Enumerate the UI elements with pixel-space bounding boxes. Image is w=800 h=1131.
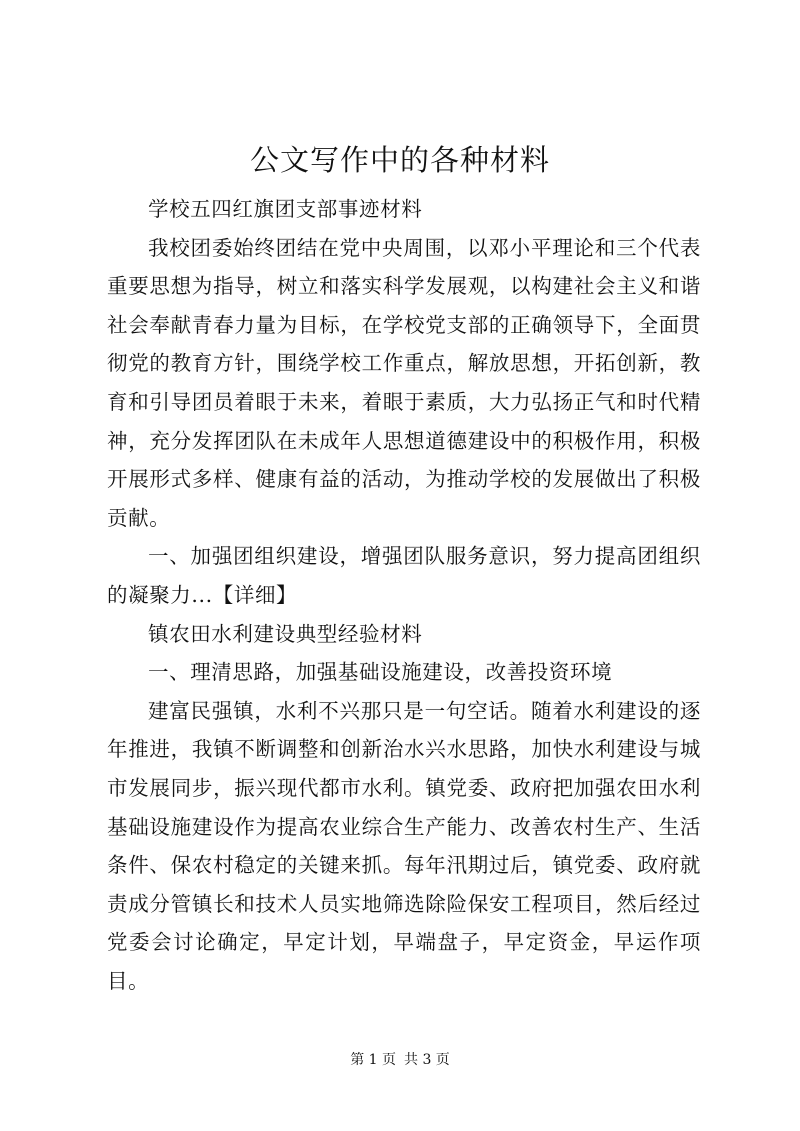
page-footer: [0, 1050, 800, 1070]
page-number: 第 1 页: [350, 1052, 396, 1068]
page-total: 共 3 页: [404, 1052, 450, 1068]
paragraph-heading-water: 镇农田水利建设典型经验材料: [148, 621, 423, 646]
paragraph-heading-school: 学校五四红旗团支部事迹材料: [148, 197, 423, 221]
document-body: [107, 190, 701, 1000]
paragraph-water-point-one: 一、理清思路，加强基础设施建设，改善投资环境: [148, 660, 613, 685]
paragraph-school-point-one: 一、加强团组织建设，增强团队服务意识，努力提高团组织的凝聚力...【详细】: [107, 544, 701, 607]
paragraph-school-intro: 我校团委始终团结在党中央周围，以邓小平理论和三个代表重要思想为指导，树立和落实科学发展观，以构建社会主义和谐社会奉献青春力量为目标，在学校党支部的正确领导下，全面贯彻党的教育方针，围绕学校工作重点，解放思想，开拓创新，教育和引导团员着眼于未来，着眼于素质，大力弘扬正气和时代精神，充分发挥团队在未成年人思想道德建设中的积极作用，积极开展形式多样、健康有益的活动，为推动学校的发展做出了积极贡献。: [107, 235, 701, 530]
document-title: 公文写作中的各种材料: [249, 143, 550, 177]
paragraph-water-body: 建富民强镇，水利不兴那只是一句空话。随着水利建设的逐年推进，我镇不断调整和创新治水兴水思路，加快水利建设与城市发展同步，振兴现代都市水利。镇党委、政府把加强农田水利基础设施建设作为提高农业综合生产能力、改善农村生产、生活条件、保农村稳定的关键来抓。每年汛期过后，镇党委、政府就责成分管镇长和技术人员实地筛选除险保安工程项目，然后经过党委会讨论确定，早定计划，早端盘子，早定资金，早运作项目。: [107, 698, 701, 993]
